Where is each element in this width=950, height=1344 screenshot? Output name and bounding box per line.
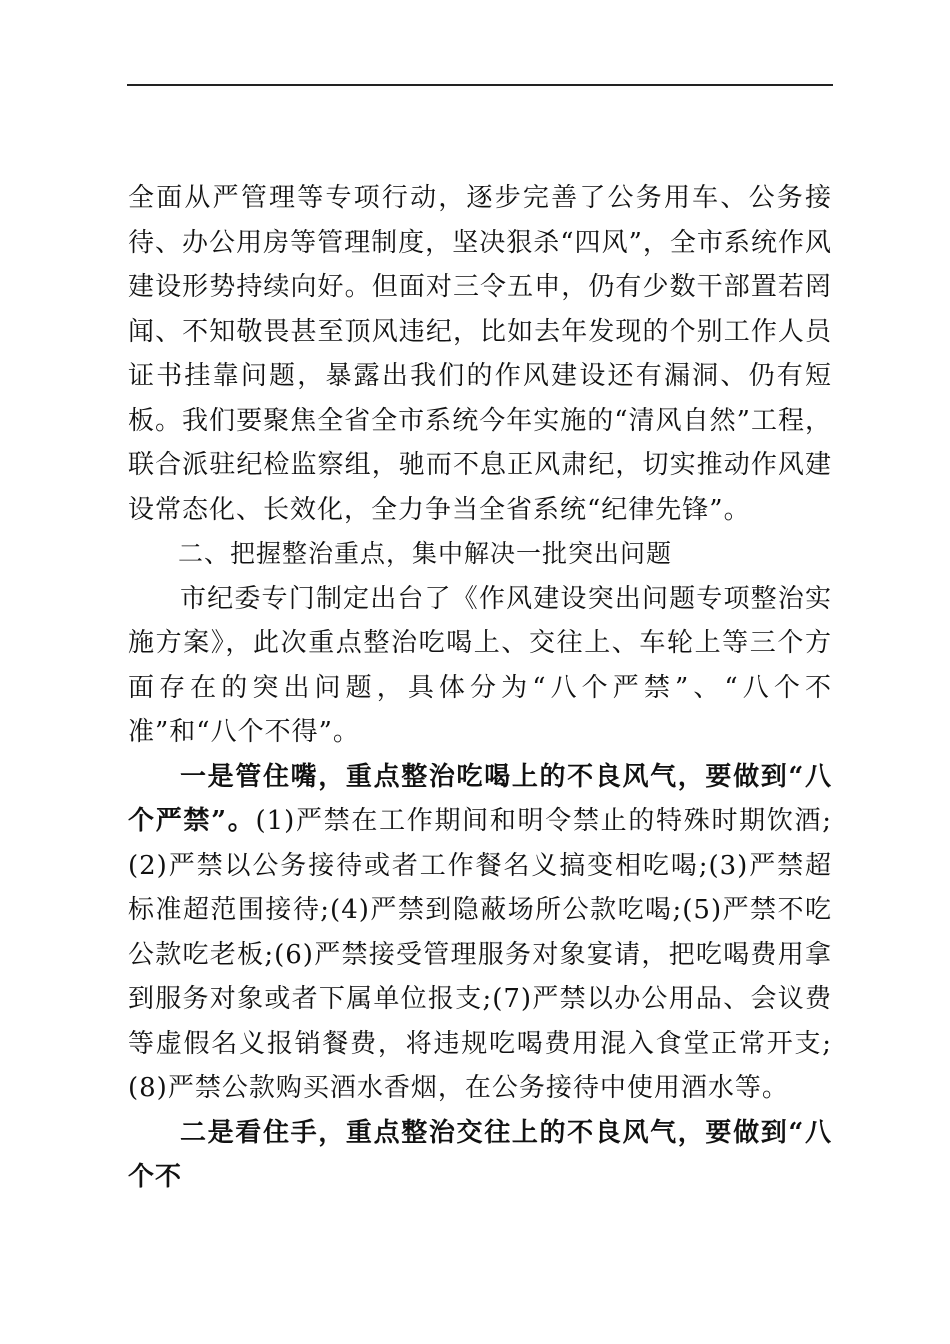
section-heading: 二、把握整治重点，集中解决一批突出问题 <box>178 539 673 568</box>
paragraph-eight-not-allowed <box>128 1111 832 1200</box>
paragraph-continuation: 全面从严管理等专项行动，逐步完善了公务用车、公务接待、办公用房等管理制度，坚决狠杀“四风”，全市系统作风建设形势持续向好。但面对三令五申，仍有少数干部置若罔闻、不知敬畏甚至顶风违纪，比如去年发现的个别工作人员证书挂靠问题，暴露出我们的作风建设还有漏洞、仍有短板。我们要聚焦全省全市系统今年实施的“清风自然”工程，联合派驻纪检监察组，驰而不息正风肃纪，切实推动作风建设常态化、长效化，全力争当全省系统“纪律先锋”。 <box>128 183 832 525</box>
paragraph-plan: 市纪委专门制定出台了《作风建设突出问题专项整治实施方案》，此次重点整治吃喝上、交往上、车轮上等三个方面存在的突出问题，具体分为“八个严禁”、“八个不准”和“八个不得”。 <box>128 583 832 747</box>
document-body <box>128 176 832 1200</box>
paragraph-lead-text: 一是管住嘴，重点整治吃喝上的不良风气，要做到“八个严禁”。 <box>128 761 832 836</box>
paragraph-eight-prohibitions <box>128 755 832 1111</box>
paragraph-body-text: (1)严禁在工作期间和明令禁止的特殊时期饮酒;(2)严禁以公务接待或者工作餐名义搞变相吃喝;(3)严禁超标准超范围接待;(4)严禁到隐蔽场所公款吃喝;(5)严禁不吃公款吃老板;(6)严禁接受管理服务对象宴请，把吃喝费用拿到服务对象或者下属单位报支;(7)严禁以办公用品、会议费等虚假名义报销餐费，将违规吃喝费用混入食堂正常开支;(8)严禁公款购买酒水香烟，在公务接待中使用酒水等。 <box>128 806 832 1103</box>
header-rule <box>127 84 833 86</box>
paragraph-lead-text: 二是看住手，重点整治交往上的不良风气，要做到“八个不 <box>128 1117 832 1192</box>
